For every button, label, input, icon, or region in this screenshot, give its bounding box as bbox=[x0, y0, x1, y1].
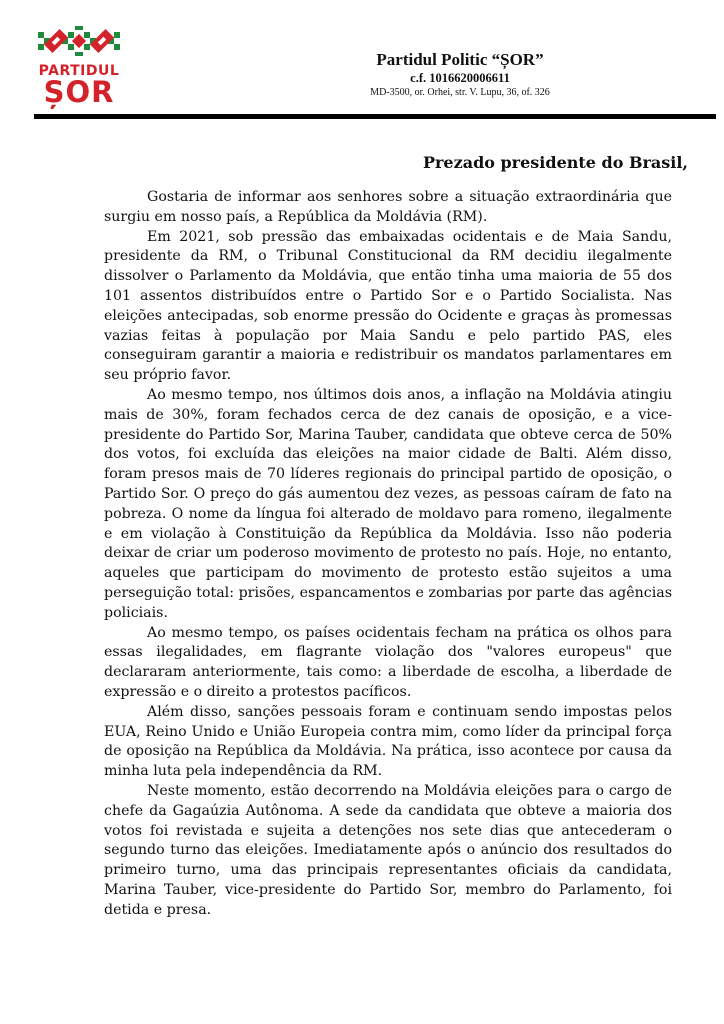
logo-word-partidul: PARTIDUL bbox=[38, 63, 120, 79]
party-logo bbox=[36, 26, 122, 110]
paragraph: Neste momento, estão decorrendo na Moldávia eleições para o cargo de chefe da Gagaúzia Autônoma. A sede da candidata que obteve a maioria dos votos foi revistada e sujeita a detenções nos sete dias que antecederam o segundo turno das eleições. Imediatamente após o anúncio dos resultados do primeiro turno, uma das principais representantes oficiais da candidata, Marina Tauber, vice-presidente do Partido Sor, membro do Parlamento, foi detida e presa. bbox=[104, 782, 672, 918]
logo-word-sor: ȘOR bbox=[43, 75, 115, 109]
paragraph: Ao mesmo tempo, os países ocidentais fecham na prática os olhos para essas ilegalidades, em flagrante violação dos "valores europeus" que declararam anteriormente, tais como: a liberdade de escolha, a liberdade de expressão e o direito a protestos pacíficos. bbox=[104, 624, 672, 700]
party-name: Partidul Politic “ȘOR” bbox=[376, 50, 544, 69]
fiscal-code: c.f. 1016620006611 bbox=[410, 71, 510, 85]
paragraph: Ao mesmo tempo, nos últimos dois anos, a inflação na Moldávia atingiu mais de 30%, foram fechados cerca de dez canais de oposição, e a vice-presidente do Partido Sor, Marina Tauber, candidata que obteve cerca de 50% dos votos, foi excluída das eleições na maior cidade de Balti. Além disso, foram presos mais de 70 líderes regionais do principal partido de oposição, o Partido Sor. O preço do gás aumentou dez vezes, as pessoas caíram de fato na pobreza. O nome da língua foi alterado de moldavo para romeno, ilegalmente e em violação à Constituição da República da Moldávia. Isso não poderia deixar de criar um poderoso movimento de protesto no país. Hoje, no entanto, aqueles que participam do movimento de protesto estão sujeitos a uma perseguição total: prisões, espancamentos e zombarias por parte das agências policiais. bbox=[104, 386, 672, 621]
letterhead bbox=[250, 50, 670, 100]
salutation: Prezado presidente do Brasil, bbox=[422, 153, 688, 172]
paragraph: Além disso, sanções pessoais foram e continuam sendo impostas pelos EUA, Reino Unido e União Europeia contra mim, como líder da principal força de oposição na República da Moldávia. Na prática, isso acontece por causa da minha luta pela independência da RM. bbox=[104, 703, 672, 780]
paragraph: Gostaria de informar aos senhores sobre a situação extraordinária que surgiu em nosso país, a República da Moldávia (RM). bbox=[104, 189, 672, 225]
party-address: MD-3500, or. Orhei, str. V. Lupu, 36, of. 326 bbox=[370, 87, 550, 98]
letter-body bbox=[104, 188, 672, 920]
folk-ornament-icon bbox=[36, 26, 122, 62]
paragraph: Em 2021, sob pressão das embaixadas ocidentais e de Maia Sandu, presidente da RM, o Tribunal Constitucional da RM decidiu ilegalmente dissolver o Parlamento da Moldávia, que então tinha uma maioria de 55 dos 101 assentos distribuídos entre o Partido Sor e o Partido Socialista. Nas eleições antecipadas, sob enorme pressão do Ocidente e graças às promessas vazias feitas à população por Maia Sandu e pelo partido PAS, eles conseguiram garantir a maioria e redistribuir os mandatos parlamentares em seu próprio favor. bbox=[104, 228, 672, 384]
header-divider bbox=[34, 114, 716, 119]
